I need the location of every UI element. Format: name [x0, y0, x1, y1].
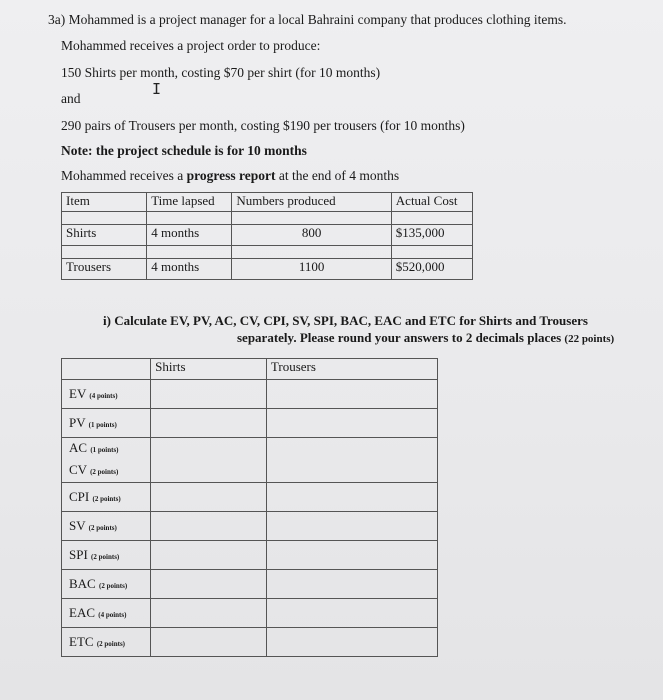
cell: 4 months — [147, 225, 232, 246]
progress-report-line: Mohammed receives a progress report at the end of 4 months — [61, 168, 400, 183]
question-heading: 3a) Mohammed is a project manager for a local Bahraini company that produces clothing items. — [48, 12, 567, 27]
header-cell: Item — [62, 193, 147, 212]
table-row — [62, 599, 438, 628]
metric-label: BAC (2 points) — [62, 570, 151, 599]
cell: $520,000 — [391, 259, 472, 280]
header-cell: Actual Cost — [391, 193, 472, 212]
progress-table — [61, 192, 473, 280]
answer-cell-shirts[interactable] — [151, 409, 267, 438]
answer-cell-shirts[interactable] — [151, 541, 267, 570]
table-row — [62, 541, 438, 570]
column-header-trousers: Trousers — [266, 359, 437, 380]
answer-cell-shirts[interactable] — [151, 483, 267, 512]
text-cursor-icon: I — [152, 80, 162, 98]
sub-question-line1: i) Calculate EV, PV, AC, CV, CPI, SV, SPI, BAC, EAC and ETC for Shirts and Trousers — [103, 313, 588, 328]
cell: $135,000 — [391, 225, 472, 246]
cell: Trousers — [62, 259, 147, 280]
answer-cell-trousers[interactable] — [266, 380, 437, 409]
table-row — [62, 259, 473, 280]
corner-cell — [62, 359, 151, 380]
table-row — [62, 438, 438, 483]
cell: 800 — [232, 225, 391, 246]
table-row — [62, 628, 438, 657]
table-row — [62, 570, 438, 599]
cell: 1100 — [232, 259, 391, 280]
shirts-order: 150 Shirts per month, costing $70 per shirt (for 10 months) — [61, 65, 381, 80]
answer-cell-trousers[interactable] — [266, 438, 437, 483]
answer-cell-trousers[interactable] — [266, 541, 437, 570]
answer-cell-shirts[interactable] — [151, 570, 267, 599]
table-row — [62, 483, 438, 512]
cell: 4 months — [147, 259, 232, 280]
answer-cell-shirts[interactable] — [151, 380, 267, 409]
note-text: Note: the project schedule is for 10 months — [61, 143, 307, 158]
table-row — [62, 512, 438, 541]
sub-question-line2: separately. Please round your answers to 2 decimals places (22 points) — [237, 330, 615, 345]
answer-cell-shirts[interactable] — [151, 438, 267, 483]
answer-table — [61, 358, 438, 657]
answer-cell-shirts[interactable] — [151, 599, 267, 628]
answer-cell-shirts[interactable] — [151, 512, 267, 541]
header-cell: Time lapsed — [147, 193, 232, 212]
answer-cell-trousers[interactable] — [266, 483, 437, 512]
answer-cell-trousers[interactable] — [266, 409, 437, 438]
metric-label: ETC (2 points) — [62, 628, 151, 657]
column-header-shirts: Shirts — [151, 359, 267, 380]
metric-label: CPI (2 points) — [62, 483, 151, 512]
metric-label: AC (1 points) CV (2 points) — [62, 438, 151, 483]
answer-cell-shirts[interactable] — [151, 628, 267, 657]
question-intro: Mohammed receives a project order to produce: — [61, 38, 321, 53]
header-cell: Numbers produced — [232, 193, 391, 212]
table-row — [62, 380, 438, 409]
and-text: and — [61, 91, 81, 106]
answer-cell-trousers[interactable] — [266, 599, 437, 628]
answer-cell-trousers[interactable] — [266, 512, 437, 541]
metric-label: EV (4 points) — [62, 380, 151, 409]
metric-label: EAC (4 points) — [62, 599, 151, 628]
metric-label: SV (2 points) — [62, 512, 151, 541]
trousers-order: 290 pairs of Trousers per month, costing $190 per trousers (for 10 months) — [61, 118, 465, 133]
table-row — [62, 409, 438, 438]
cell: Shirts — [62, 225, 147, 246]
table-row — [62, 225, 473, 246]
answer-cell-trousers[interactable] — [266, 570, 437, 599]
metric-label: SPI (2 points) — [62, 541, 151, 570]
metric-label: PV (1 points) — [62, 409, 151, 438]
answer-cell-trousers[interactable] — [266, 628, 437, 657]
